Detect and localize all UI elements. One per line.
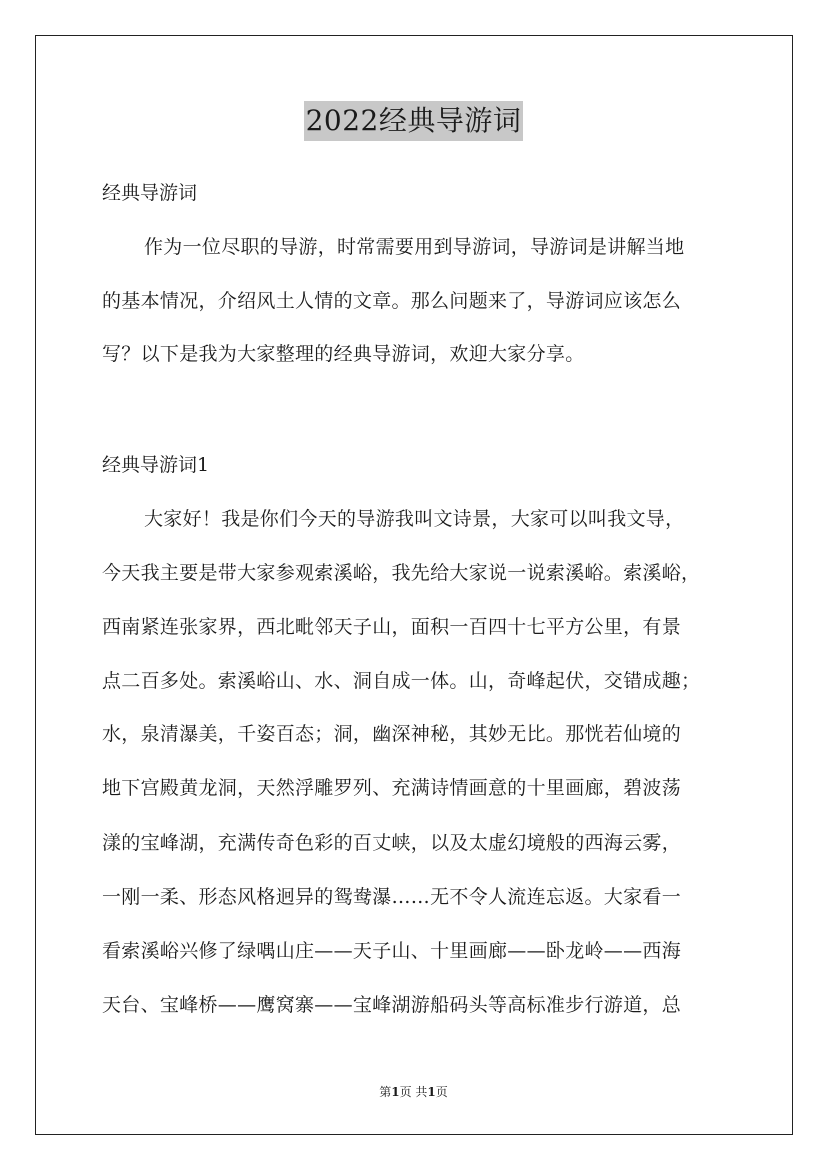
intro-line-2: 的基本情况，介绍风土人情的文章。那么问题来了，导游词应该怎么 [102, 290, 682, 312]
document-title: 2022经典导游词 [304, 101, 524, 141]
footer-page-suffix: 页 共 [399, 1085, 428, 1099]
footer-page-number: 1 [391, 1085, 400, 1099]
intro-line-3: 写？以下是我为大家整理的经典导游词，欢迎大家分享。 [102, 343, 585, 365]
section1-line-1: 大家好！我是你们今天的导游我叫文诗景，大家可以叫我文导， [144, 508, 685, 530]
footer-total-suffix: 页 [435, 1085, 448, 1099]
section1-line-9: 看索溪峪兴修了绿喁山庄——天子山、十里画廊——卧龙岭——西海 [102, 940, 682, 962]
section1-line-5: 水，泉清瀑美，千姿百态；洞，幽深神秘，其妙无比。那恍若仙境的 [102, 723, 682, 745]
section1-line-3: 西南紧连张家界，西北毗邻天子山，面积一百四十七平方公里，有景 [102, 616, 682, 638]
footer-total-number: 1 [427, 1085, 436, 1099]
section1-line-4: 点二百多处。索溪峪山、水、洞自成一体。山，奇峰起伏，交错成趣； [102, 670, 701, 692]
footer-page-prefix: 第 [379, 1085, 392, 1099]
section1-line-2: 今天我主要是带大家参观索溪峪，我先给大家说一说索溪峪。索溪峪， [102, 562, 701, 584]
section1-line-7: 漾的宝峰湖，充满传奇色彩的百丈峡，以及太虚幻境般的西海云雾， [102, 832, 682, 854]
section1-line-10: 天台、宝峰桥——鹰窝寨——宝峰湖游船码头等高标准步行游道，总 [102, 994, 682, 1016]
intro-line-1: 作为一位尽职的导游，时常需要用到导游词，导游词是讲解当地 [144, 236, 685, 258]
page-footer [0, 1084, 827, 1100]
title-container [0, 101, 827, 141]
section1-line-6: 地下宫殿黄龙洞，天然浮雕罗列、充满诗情画意的十里画廊，碧波荡 [102, 777, 682, 799]
section1-heading: 经典导游词1 [102, 454, 210, 476]
section1-line-8: 一刚一柔、形态风格迥异的鸳鸯瀑……无不令人流连忘返。大家看一 [102, 886, 682, 908]
intro-heading: 经典导游词 [102, 182, 198, 204]
